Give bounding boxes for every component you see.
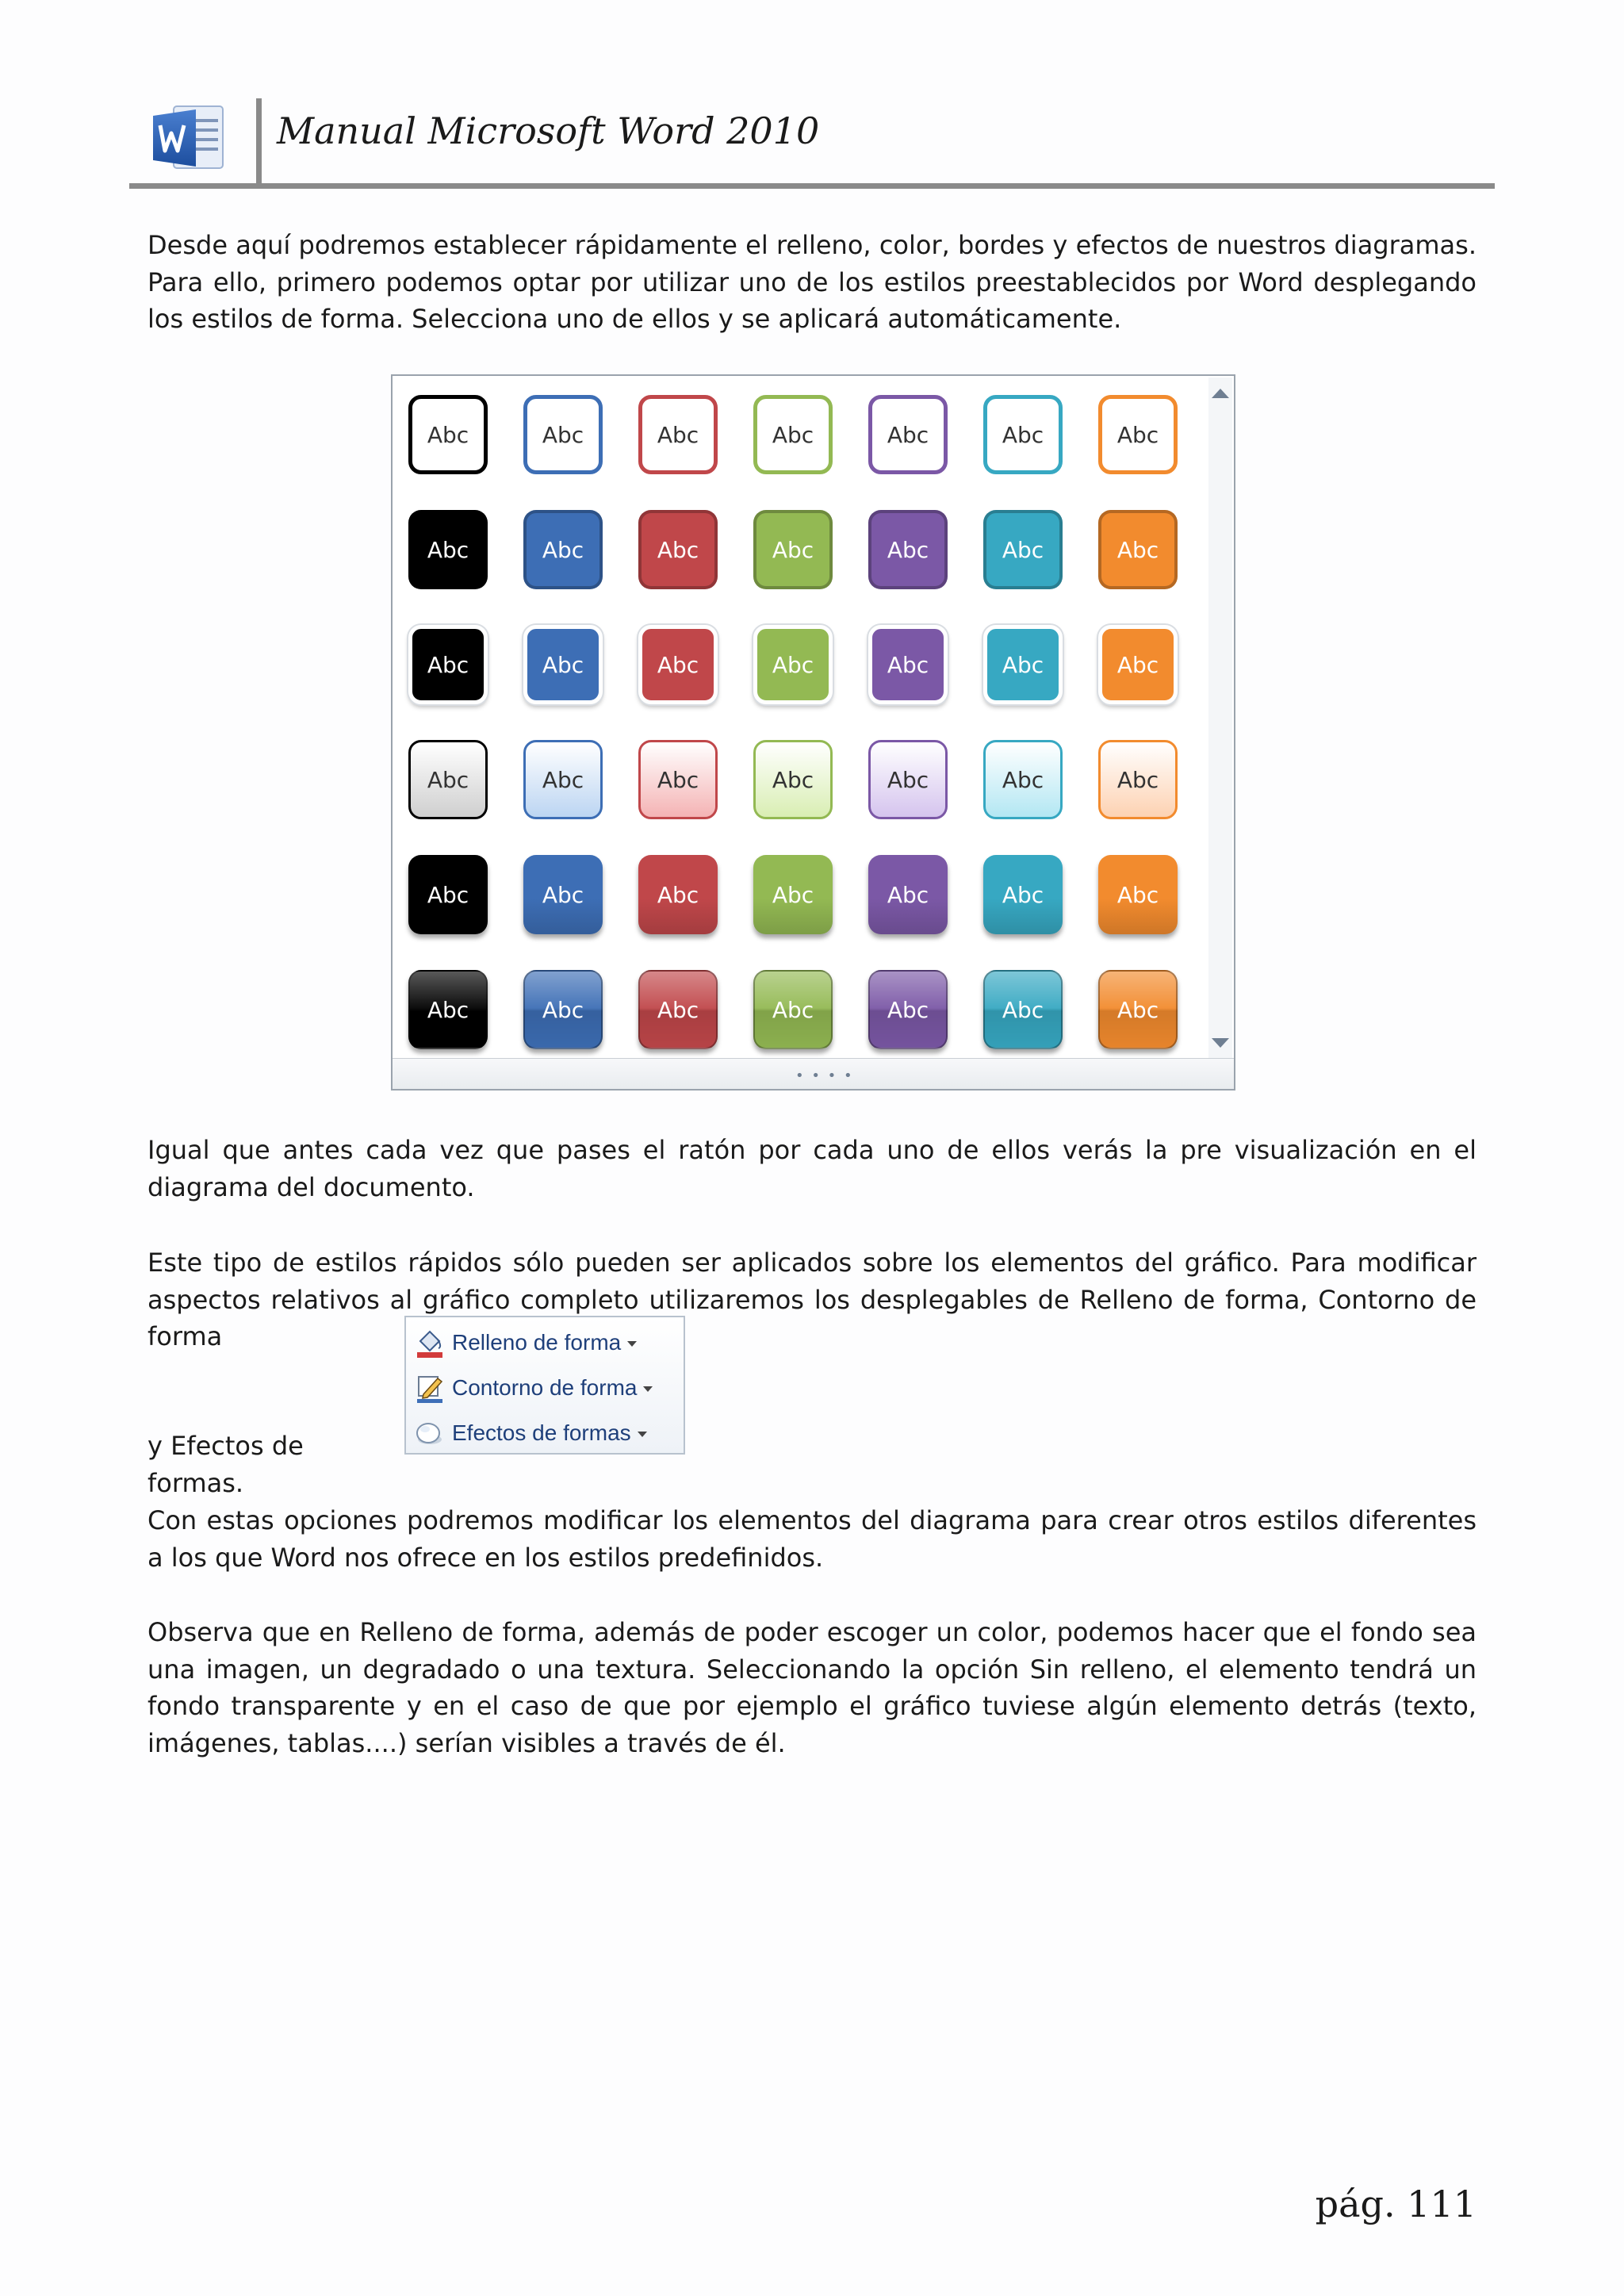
shape-styles-gallery[interactable] <box>391 374 1235 1091</box>
shape-style-tile[interactable] <box>983 625 1063 704</box>
shape-style-tile[interactable] <box>408 740 488 819</box>
shape-style-tile[interactable] <box>408 510 488 589</box>
tile-label: Abc <box>657 996 699 1023</box>
tile-label: Abc <box>772 996 814 1023</box>
style-row <box>408 395 1201 482</box>
tile-label: Abc <box>657 536 699 563</box>
paragraph-intro: Desde aquí podremos establecer rápidamente el relleno, color, bordes y efectos de nuestros diagramas. Para ello, primero podemos optar por utilizar uno de los estilos preestablecidos por Word desplegando los estilos de forma. Selecciona uno de ellos y se aplicará automáticamente. <box>147 230 1477 334</box>
page-title: Manual Microsoft Word 2010 <box>277 109 820 152</box>
tile-label: Abc <box>1116 881 1159 908</box>
shape-effects-button[interactable] <box>414 1412 647 1454</box>
tile-label: Abc <box>772 651 814 678</box>
chevron-down-icon <box>627 1341 637 1347</box>
shape-style-tile[interactable] <box>523 510 603 589</box>
tile-label: Abc <box>1116 766 1159 793</box>
tile-label: Abc <box>542 996 584 1023</box>
shape-style-tile[interactable] <box>408 625 488 704</box>
shape-style-tile[interactable] <box>868 510 948 589</box>
header-divider <box>256 98 262 187</box>
tile-label: Abc <box>1002 421 1044 448</box>
chevron-down-icon <box>638 1432 647 1437</box>
shape-style-tile[interactable] <box>638 510 718 589</box>
scroll-down-icon[interactable] <box>1212 1038 1229 1048</box>
tile-label: Abc <box>887 651 929 678</box>
style-row <box>408 740 1201 827</box>
shape-style-tile[interactable] <box>638 970 718 1049</box>
shape-style-tile[interactable] <box>523 395 603 474</box>
tile-label: Abc <box>542 766 584 793</box>
tile-label: Abc <box>657 651 699 678</box>
tile-label: Abc <box>1116 996 1159 1023</box>
paragraph-fill-details: Observa que en Relleno de forma, además de poder escoger un color, podemos hacer que el fondo sea una imagen, un degradado o una textura. Seleccionando la opción Sin relleno, el elemento tendrá un fondo transparente y en el caso de que por ejemplo el gráfico tuviese algún elemento detrás (texto, imágenes, tablas....) serían visibles a través de él. <box>147 1617 1477 1758</box>
shape-style-tile[interactable] <box>868 970 948 1049</box>
tile-label: Abc <box>427 766 469 793</box>
gallery-resize-handle[interactable]: • • • • <box>393 1058 1234 1089</box>
shape-outline-label: Contorno de forma <box>452 1375 638 1400</box>
shape-style-tile[interactable] <box>1098 395 1178 474</box>
shape-style-tile[interactable] <box>868 395 948 474</box>
tile-label: Abc <box>427 421 469 448</box>
tile-label: Abc <box>887 536 929 563</box>
tile-label: Abc <box>1002 881 1044 908</box>
tile-label: Abc <box>772 766 814 793</box>
tile-label: Abc <box>657 766 699 793</box>
scroll-up-icon[interactable] <box>1212 389 1229 398</box>
tile-label: Abc <box>427 881 469 908</box>
tile-label: Abc <box>1116 421 1159 448</box>
paragraph-preview: Igual que antes cada vez que pases el ratón por cada uno de ellos verás la pre visualización en el diagrama del documento. <box>147 1135 1477 1202</box>
shape-fill-button[interactable] <box>414 1322 637 1363</box>
style-row <box>408 510 1201 597</box>
style-row <box>408 625 1201 712</box>
shape-style-tile[interactable] <box>983 395 1063 474</box>
tile-label: Abc <box>1002 536 1044 563</box>
shape-style-tile[interactable] <box>408 855 488 934</box>
word-logo-icon <box>150 103 226 174</box>
gallery-scrollbar[interactable] <box>1208 378 1232 1059</box>
pencil-icon <box>414 1372 446 1404</box>
shape-style-tile[interactable] <box>408 970 488 1049</box>
shape-style-tile[interactable] <box>868 855 948 934</box>
shape-style-tile[interactable] <box>523 625 603 704</box>
tile-label: Abc <box>887 421 929 448</box>
shape-style-tile[interactable] <box>753 970 833 1049</box>
shape-effects-icon <box>414 1417 446 1449</box>
tile-label: Abc <box>772 421 814 448</box>
shape-style-tile[interactable] <box>1098 970 1178 1049</box>
paragraph-quick-styles: Este tipo de estilos rápidos sólo pueden ser aplicados sobre los elementos del gráfico. Para modificar aspectos relativos al gráfico completo utilizaremos los desplegables de Relleno de forma, Contorno de forma <box>147 1248 1477 1351</box>
tile-label: Abc <box>887 881 929 908</box>
style-row <box>408 970 1201 1057</box>
shape-style-tile[interactable] <box>1098 855 1178 934</box>
tile-label: Abc <box>542 421 584 448</box>
style-row <box>408 855 1201 942</box>
tile-label: Abc <box>1002 766 1044 793</box>
shape-effects-label: Efectos de formas <box>452 1420 631 1445</box>
shape-style-tile[interactable] <box>1098 625 1178 704</box>
paragraph-effects-lead: y Efectos de formas. <box>147 1431 304 1498</box>
shape-fill-label: Relleno de forma <box>452 1330 622 1355</box>
shape-style-tile[interactable] <box>753 625 833 704</box>
tile-label: Abc <box>1002 996 1044 1023</box>
shape-style-tile[interactable] <box>983 740 1063 819</box>
paragraph-options: Con estas opciones podremos modificar los elementos del diagrama para crear otros estilos diferentes a los que Word nos ofrece en los estilos predefinidos. <box>147 1505 1477 1573</box>
shape-style-tile[interactable] <box>753 740 833 819</box>
shape-style-tile[interactable] <box>983 510 1063 589</box>
shape-style-tile[interactable] <box>523 740 603 819</box>
shape-outline-button[interactable] <box>414 1367 653 1409</box>
tile-label: Abc <box>1116 651 1159 678</box>
shape-style-tile[interactable] <box>1098 740 1178 819</box>
shape-style-tile[interactable] <box>983 855 1063 934</box>
shape-style-tile[interactable] <box>753 510 833 589</box>
shape-style-tile[interactable] <box>408 395 488 474</box>
tile-label: Abc <box>542 536 584 563</box>
tile-label: Abc <box>657 421 699 448</box>
page-header <box>129 94 1495 192</box>
tile-label: Abc <box>1002 651 1044 678</box>
shape-style-tile[interactable] <box>868 740 948 819</box>
shape-style-tile[interactable] <box>983 970 1063 1049</box>
tile-label: Abc <box>542 881 584 908</box>
tile-label: Abc <box>427 996 469 1023</box>
shape-style-tile[interactable] <box>523 855 603 934</box>
shape-style-tile[interactable] <box>638 855 718 934</box>
tile-label: Abc <box>772 881 814 908</box>
shape-style-tile[interactable] <box>753 855 833 934</box>
tile-label: Abc <box>887 766 929 793</box>
shape-style-tile[interactable] <box>753 395 833 474</box>
tile-label: Abc <box>542 651 584 678</box>
shape-format-buttons <box>404 1316 685 1455</box>
shape-style-tile[interactable] <box>638 740 718 819</box>
shape-style-tile[interactable] <box>1098 510 1178 589</box>
shape-style-tile[interactable] <box>868 625 948 704</box>
shape-style-tile[interactable] <box>638 625 718 704</box>
header-rule <box>129 183 1495 189</box>
tile-label: Abc <box>427 651 469 678</box>
page-number: pág. 111 <box>1315 2183 1477 2225</box>
paint-bucket-icon <box>414 1327 446 1359</box>
shape-style-tile[interactable] <box>638 395 718 474</box>
chevron-down-icon <box>643 1386 653 1392</box>
tile-label: Abc <box>657 881 699 908</box>
tile-label: Abc <box>772 536 814 563</box>
shape-style-tile[interactable] <box>523 970 603 1049</box>
tile-label: Abc <box>887 996 929 1023</box>
tile-label: Abc <box>1116 536 1159 563</box>
tile-label: Abc <box>427 536 469 563</box>
